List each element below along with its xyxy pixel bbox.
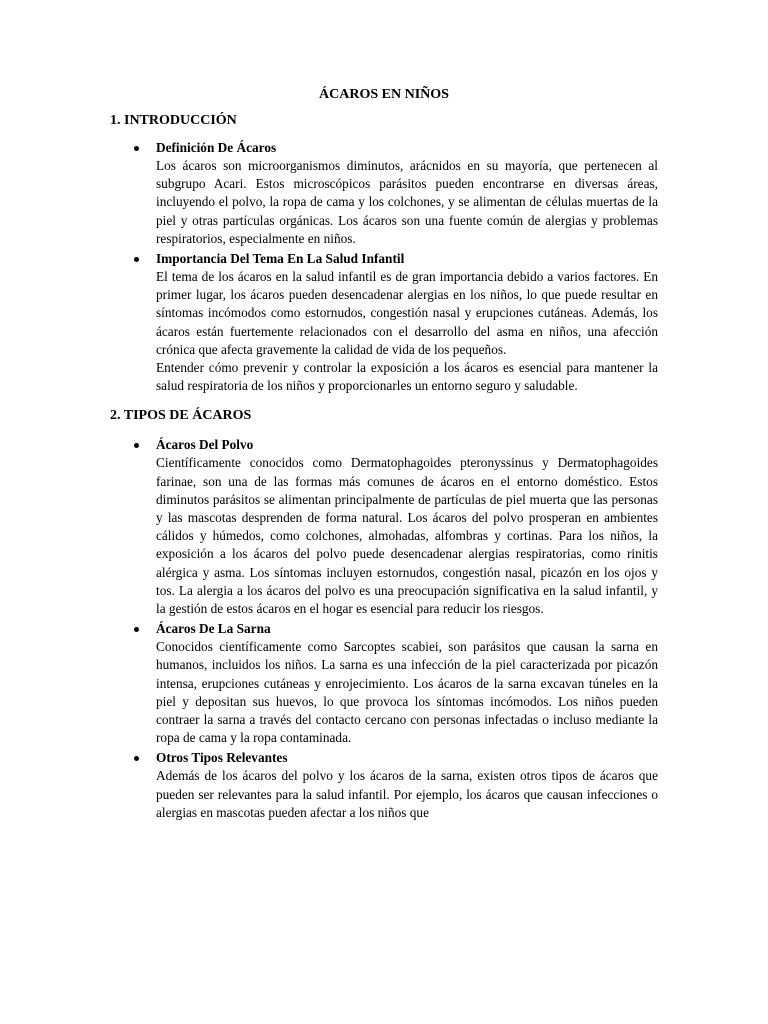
document-title: ÁCAROS EN NIÑOS	[319, 87, 449, 102]
section-heading-tipos: 2. TIPOS DE ÁCAROS	[110, 408, 252, 424]
paragraph: Científicamente conocidos como Dermatophagoides pteronyssinus y Dermatophagoides farinae, son una de las formas más comunes de ácaros en el entorno doméstico. Estos diminutos parásitos se alimentan principalmente de partículas de piel muerta que las personas y las mascotas desprenden de forma natural. Los ácaros del polvo prosperan en ambientes cálidos y húmedos, como colchones, almohadas, alfombras y cortinas. Para los niños, la exposición a los ácaros del polvo puede desencadenar alergias respiratorias, como rinitis alérgica y asma. Los síntomas incluyen estornudos, congestión nasal, picazón en los ojos y tos. La alergia a los ácaros del polvo es una preocupación significativa en la salud infantil, y la gestión de estos ácaros en el hogar es esencial para reducir los riesgos.	[156, 455, 658, 617]
paragraph: Conocidos científicamente como Sarcoptes scabiei, son parásitos que causan la sarna en humanos, incluidos los niños. La sarna es una infección de la piel caracterizada por picazón intensa, erupciones cutáneas y enrojecimiento. Los ácaros de la sarna excavan túneles en la piel y depositan sus huevos, lo que provoca los síntomas incómodos. Los niños pueden contraer la sarna a través del contacto cercano con personas infectadas o incluso mediante la ropa de cama y la ropa contaminada.	[156, 639, 658, 746]
item-title: Importancia Del Tema En La Salud Infantil	[156, 251, 405, 267]
item-title: Ácaros Del Polvo	[156, 437, 254, 453]
list-item-importancia	[110, 250, 658, 395]
section-items-introduccion	[110, 139, 658, 395]
list-item-acaros-polvo	[110, 436, 658, 618]
bullet-icon	[134, 756, 139, 761]
paragraph: Los ácaros son microorganismos diminutos, arácnidos en su mayoría, que pertenecen al subgrupo Acari. Estos microscópicos parásitos pueden encontrarse en diversas áreas, incluyendo el polvo, la ropa de cama y los colchones, y se alimentan de células muertas de la piel y otras partículas orgánicas. Los ácaros son una fuente común de alergias y problemas respiratorios, especialmente en niños.	[156, 158, 658, 246]
list-item-otros-tipos	[110, 749, 658, 822]
paragraph: Además de los ácaros del polvo y los ácaros de la sarna, existen otros tipos de ácaros que pueden ser relevantes para la salud infantil. Por ejemplo, los ácaros que causan infecciones o alergias en mascotas pueden afectar a los niños que	[156, 768, 658, 820]
section-items-tipos	[110, 436, 658, 822]
bullet-icon	[134, 627, 139, 632]
bullet-icon	[134, 146, 139, 151]
paragraph: El tema de los ácaros en la salud infantil es de gran importancia debido a varios factores. En primer lugar, los ácaros pueden desencadenar alergias en los niños, lo que puede resultar en síntomas incómodos como estornudos, congestión nasal y erupciones cutáneas. Además, los ácaros están fuertemente relacionados con el desarrollo del asma en niños, una afección crónica que afecta gravemente la calidad de vida de los pequeños.	[156, 269, 658, 357]
item-title: Otros Tipos Relevantes	[156, 750, 288, 766]
bullet-icon	[134, 443, 139, 448]
list-item-acaros-sarna	[110, 620, 658, 747]
item-title: Definición De Ácaros	[156, 140, 277, 155]
paragraph: Entender cómo prevenir y controlar la exposición a los ácaros es esencial para mantener la salud respiratoria de los niños y proporcionarles un entorno seguro y saludable.	[156, 360, 658, 394]
section-heading-introduccion: 1. INTRODUCCIÓN	[110, 113, 237, 128]
bullet-icon	[134, 257, 139, 262]
item-title: Ácaros De La Sarna	[156, 621, 271, 637]
list-item-definicion	[110, 139, 658, 248]
